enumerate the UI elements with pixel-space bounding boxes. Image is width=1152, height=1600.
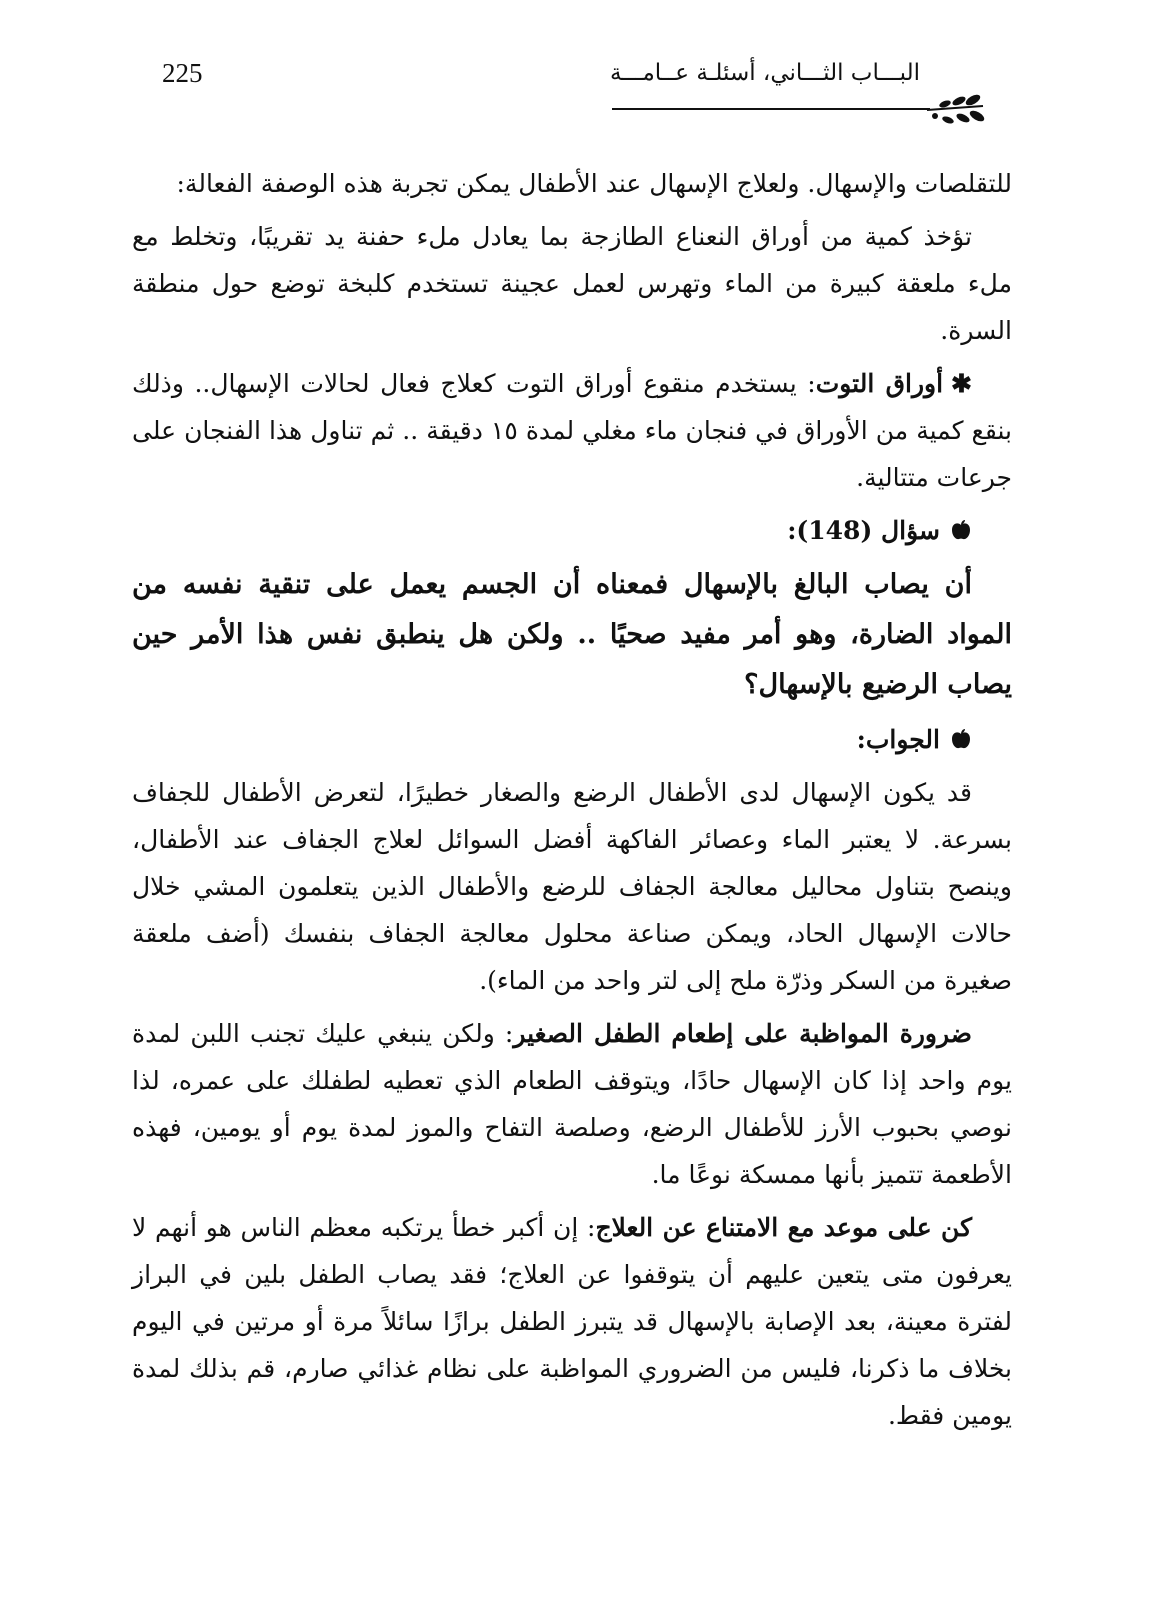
answer-paragraph-1: قد يكون الإسهال لدى الأطفال الرضع والصغار خطيرًا، لتعرض الأطفال للجفاف بسرعة. لا يعتبر الماء وعصائر الفاكهة أفضل السوائل لعلاج الجفاف عند الأطفال، وينصح بتناول محاليل معالجة الجفاف للرضع والأطفال الذين يتعلمون المشي خلال حالات الإسهال الحاد، ويمكن صناعة محلول معالجة الجفاف بنفسك (أضف ملعقة صغيرة من السكر وذرّة ملح إلى لتر واحد من الماء). (132, 778, 1012, 995)
term-mulberry-leaves: أوراق التوت (815, 369, 944, 398)
stop-treatment-text: : إن أكبر خطأ يرتكبه معظم الناس هو أنهم لا يعرفون متى يتعين عليهم أن يتوقفوا عن العلاج؛ فقد يصاب الطفل بلين في البراز لفترة معينة، بعد الإصابة بالإسهال قد يتبرز الطفل برازًا سائلاً مرة أو مرتين في اليوم بخلاف ما ذكرنا، فليس من الضروري المواظبة على نظام غذائي صارم، قم بذلك لمدة يومين فقط. (132, 1213, 1012, 1430)
answer-label: الجواب (865, 725, 940, 754)
answer-suffix: : (856, 725, 866, 754)
question-heading (132, 507, 1012, 554)
term-feeding: ضرورة المواظبة على إطعام الطفل الصغير (513, 1019, 972, 1048)
paragraph-1: للتقلصات والإسهال. ولعلاج الإسهال عند الأطفال يمكن تجربة هذه الوصفة الفعالة: (176, 169, 1012, 198)
page-number: 225 (162, 58, 203, 88)
question-text: أن يصاب البالغ بالإسهال فمعناه أن الجسم يعمل على تنقية نفسه من المواد الضارة، وهو أمر مفيد صحيًا .. ولكن هل ينطبق نفس هذا الأمر حين يصاب الرضيع بالإسهال؟ (132, 569, 1012, 700)
star-bullet-icon: ✱ (951, 369, 972, 398)
header-rule (612, 108, 930, 110)
apple-icon (950, 728, 972, 750)
feeding-text: : ولكن ينبغي عليك تجنب اللبن لمدة يوم واحد إذا كان الإسهال حادًا، ويتوقف الطعام الذي تعطيه لطفلك على عمره، لذا نوصي بحبوب الأرز للأطفال الرضع، وصلصة التفاح والموز لمدة يوم أو يومين، فهذه الأطعمة تتميز بأنها ممسكة نوعًا ما. (132, 1019, 1012, 1189)
leaf-branch-icon (925, 92, 987, 132)
mulberry-text: : يستخدم منقوع أوراق التوت كعلاج فعال لحالات الإسهال.. وذلك بنقع كمية من الأوراق في فنجان ماء مغلي لمدة ١٥ دقيقة .. ثم تناول هذا الفنجان على جرعات متتالية. (132, 369, 1012, 492)
page-body (132, 160, 1012, 1445)
question-number: (148): (787, 516, 873, 545)
answer-paragraph-stop-treatment (132, 1204, 1012, 1439)
paragraph-mint-recipe: تؤخذ كمية من أوراق النعناع الطازجة بما يعادل ملء حفنة يد تقريبًا، وتخلط مع ملء ملعقة كبيرة من الماء وتهرس لعمل عجينة تستخدم كلبخة توضع حول منطقة السرة. (132, 222, 1012, 345)
term-stop-treatment: كن على موعد مع الامتناع عن العلاج (595, 1213, 972, 1242)
paragraph-mulberry-leaves (132, 360, 1012, 501)
answer-heading (132, 716, 1012, 763)
answer-paragraph-feeding (132, 1010, 1012, 1198)
question-label: سؤال (881, 516, 940, 545)
chapter-title: البـــاب الثـــاني، أسئلـة عــامـــة (609, 60, 920, 86)
apple-icon (950, 519, 972, 541)
